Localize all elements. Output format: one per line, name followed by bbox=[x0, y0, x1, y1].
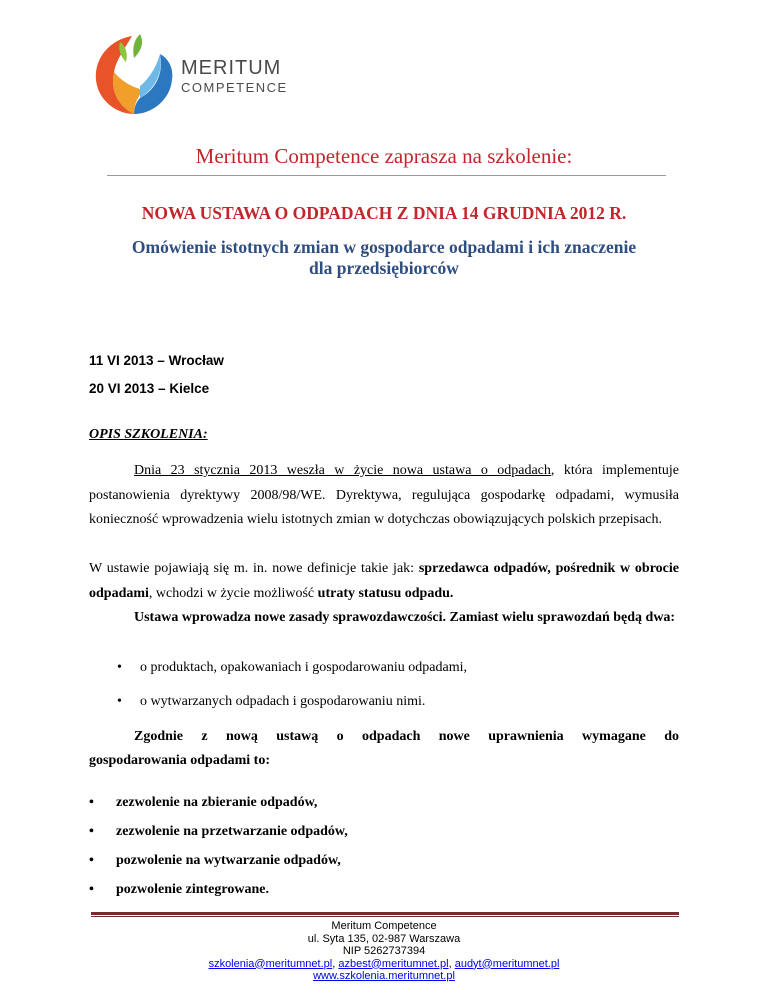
list-item-text: pozwolenie zintegrowane. bbox=[116, 882, 269, 897]
bullet-icon: • bbox=[89, 795, 94, 810]
meritum-logo-icon bbox=[88, 28, 178, 118]
email-link-szkolenia[interactable]: szkolenia@meritumnet.pl bbox=[208, 957, 333, 970]
footer-nip: NIP 5262737394 bbox=[342, 945, 426, 957]
bullet-icon: • bbox=[89, 853, 94, 868]
paragraph-permits bbox=[89, 725, 679, 773]
list-item-text: zezwolenie na przetwarzanie odpadów, bbox=[116, 824, 348, 839]
definitions-text-a: W ustawie pojawiają się m. in. nowe definicje takie jak: bbox=[89, 561, 419, 576]
list-item-text: pozwolenie na wytwarzanie odpadów, bbox=[116, 853, 341, 868]
definitions-bold-status: utraty statusu odpadu. bbox=[317, 585, 454, 601]
paragraph-definitions bbox=[89, 557, 679, 606]
footer-rule-thick bbox=[91, 912, 679, 915]
paragraph-intro bbox=[89, 459, 679, 533]
bullet-icon: • bbox=[89, 882, 94, 897]
bullet-icon: • bbox=[117, 660, 122, 675]
footer-emails bbox=[0, 958, 768, 971]
email-link-azbest[interactable]: azbest@meritumnet.pl bbox=[338, 957, 449, 970]
subtitle-line-1: Omówienie istotnych zmian w gospodarce odpadami i ich znaczenie bbox=[131, 237, 637, 257]
list-item-text: o produktach, opakowaniach i gospodarowaniu odpadami, bbox=[140, 660, 467, 675]
bullet-icon: • bbox=[89, 824, 94, 839]
date-wroclaw: 11 VI 2013 – Wrocław bbox=[89, 353, 224, 368]
definitions-bold-terms: sprzedawca odpadów, pośrednik w obrocie odpadami bbox=[89, 561, 680, 601]
email-separator: , bbox=[332, 957, 339, 970]
email-link-audyt[interactable]: audyt@meritumnet.pl bbox=[454, 957, 560, 970]
intro-underlined-text: Dnia 23 stycznia 2013 weszła w życie nowa ustawa o odpadach bbox=[134, 463, 551, 478]
section-heading-opis: OPIS SZKOLENIA: bbox=[89, 427, 208, 442]
bullet-icon: • bbox=[117, 694, 122, 709]
logo-text-competence: COMPETENCE bbox=[181, 80, 288, 95]
training-title: NOWA USTAWA O ODPADACH Z DNIA 14 GRUDNIA 2012 R. bbox=[141, 203, 627, 223]
permits-line-1: Zgodnie z nową ustawą o odpadach nowe uprawnienia wymagane do bbox=[134, 729, 679, 744]
invite-heading: Meritum Competence zaprasza na szkolenie: bbox=[195, 144, 573, 168]
footer-address: ul. Syta 135, 02-987 Warszawa bbox=[307, 932, 461, 945]
email-separator: , bbox=[448, 957, 455, 970]
intro-rest-text: , która implementuje postanowienia dyrektywy 2008/98/WE. Dyrektywa, regulująca gospodarkę odpadami, wymusiła konieczność wprowadzenia wielu istotnych zmian w dotychczas obowiązujących polskich przepisach. bbox=[89, 463, 680, 527]
footer-rule-thin bbox=[91, 916, 679, 917]
invite-divider bbox=[107, 175, 666, 176]
logo-text-meritum: MERITUM bbox=[181, 57, 282, 79]
training-subtitle bbox=[90, 237, 678, 279]
list-item-text: o wytwarzanych odpadach i gospodarowaniu nimi. bbox=[140, 694, 426, 709]
paragraph-reporting: Ustawa wprowadza nowe zasady sprawozdawczości. Zamiast wielu sprawozdań będą dwa: bbox=[134, 610, 676, 625]
footer-company: Meritum Competence bbox=[331, 920, 437, 932]
permits-line-2: gospodarowania odpadami to: bbox=[89, 753, 271, 768]
list-item-text: zezwolenie na zbieranie odpadów, bbox=[116, 795, 318, 810]
subtitle-line-2: dla przedsiębiorców bbox=[309, 258, 459, 278]
page-footer bbox=[0, 920, 768, 983]
website-link[interactable]: www.szkolenia.meritumnet.pl bbox=[313, 970, 455, 982]
date-kielce: 20 VI 2013 – Kielce bbox=[89, 381, 210, 396]
definitions-text-c: , wchodzi w życie możliwość bbox=[148, 585, 318, 601]
company-logo bbox=[88, 28, 298, 118]
